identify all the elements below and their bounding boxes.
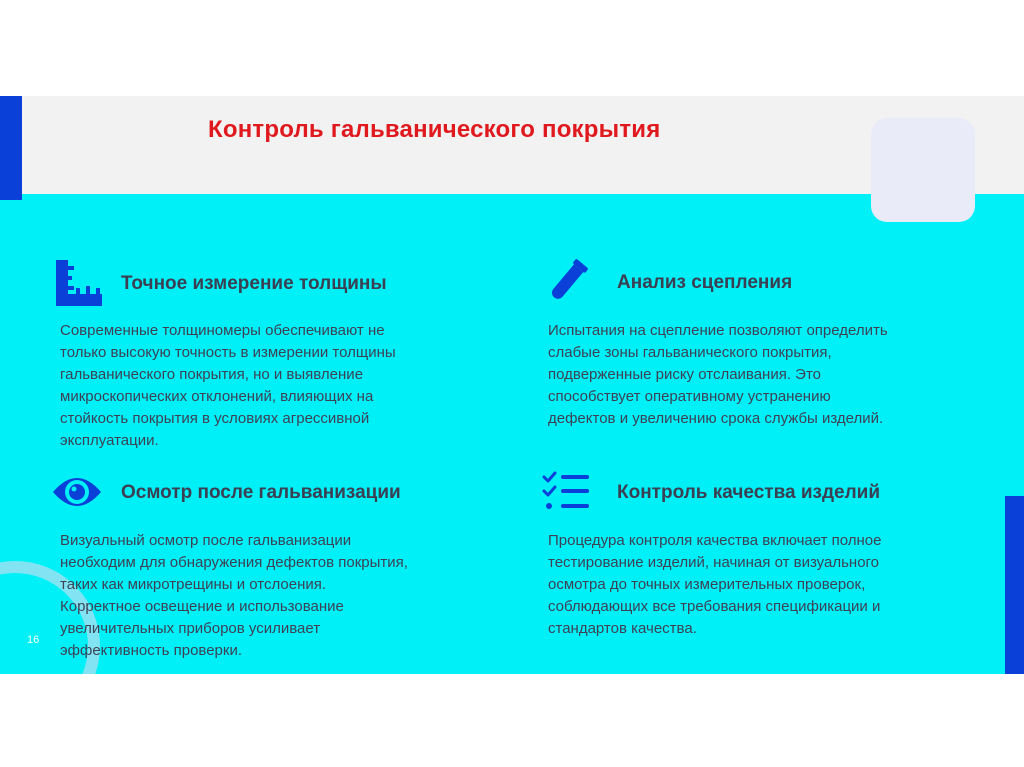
section-heading: Анализ сцепления (617, 272, 793, 293)
section-body (548, 320, 888, 430)
body-line: дефектов и увеличению срока службы изделий. (548, 410, 884, 427)
section-heading: Контроль качества изделий (617, 482, 881, 503)
eye-icon (51, 466, 103, 518)
section-body (60, 320, 396, 452)
body-line: микроскопических отклонений, влияющих на (60, 388, 374, 405)
body-line: эффективность проверки. (60, 642, 243, 659)
right-accent-bar (1005, 496, 1024, 674)
body-line: слабые зоны гальванического покрытия, (548, 344, 832, 361)
body-line: необходим для обнаружения дефектов покрытия, (60, 554, 408, 571)
body-line: увеличительных приборов усиливает (60, 620, 321, 637)
body-line: Процедура контроля качества включает полное (548, 532, 882, 549)
body-line: стандартов качества. (548, 620, 697, 637)
body-line: Корректное освещение и использование (60, 598, 344, 615)
test-tube-icon (541, 256, 593, 308)
body-line: эксплуатации. (60, 432, 159, 449)
body-line: Современные толщиномеры обеспечивают не (60, 322, 385, 339)
body-line: тестирование изделий, начиная от визуального (548, 554, 880, 571)
corner-card (871, 118, 975, 222)
section-body (548, 530, 881, 640)
body-line: соблюдающих все требования спецификации и (548, 598, 881, 615)
body-line: подверженные риску отслаивания. Это (548, 366, 822, 383)
body-line: Испытания на сцепление позволяют определить (548, 322, 888, 339)
section-heading: Осмотр после гальванизации (121, 482, 401, 503)
body-line: осмотра до точных измерительных проверок, (548, 576, 866, 593)
body-line: Визуальный осмотр после гальванизации (60, 532, 352, 549)
slide-title: Контроль гальванического покрытия (208, 116, 661, 143)
body-line: способствует оперативному устранению (548, 388, 831, 405)
body-line: гальванического покрытия, но и выявление (60, 366, 364, 383)
slide (0, 96, 1024, 674)
body-line: стойкость покрытия в условиях агрессивной (60, 410, 370, 427)
left-accent-bar (0, 96, 22, 200)
checklist-icon (541, 466, 593, 518)
ruler-icon (52, 258, 104, 310)
body-line: только высокую точность в измерении толщины (60, 344, 396, 361)
section-body (60, 530, 408, 662)
section-heading: Точное измерение толщины (121, 273, 387, 294)
page-number: 16 (27, 634, 40, 646)
body-line: таких как микротрещины и отслоения. (60, 576, 327, 593)
